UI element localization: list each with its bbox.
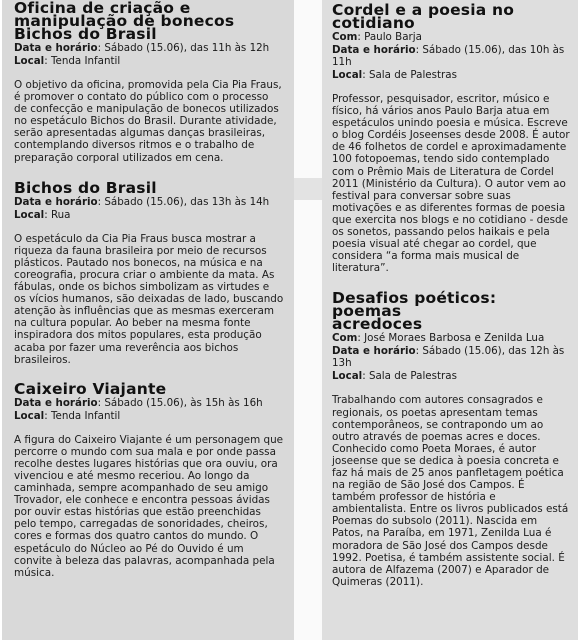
title-line-2: acredoces — [332, 315, 423, 334]
location-line — [14, 55, 284, 67]
location-value: : Sala de Palestras — [362, 69, 457, 81]
schedule-label: Data e horário — [14, 195, 98, 208]
title-line-1: Oficina de criação e — [14, 0, 191, 17]
title-line-2: cotidiano — [332, 14, 415, 32]
schedule-line — [14, 196, 284, 208]
location-line — [14, 209, 284, 221]
schedule-label: Data e horário — [14, 42, 98, 54]
schedule-line — [332, 44, 570, 68]
section-cordel — [332, 1, 570, 275]
title-line-1: Desafios poéticos: poemas — [332, 289, 497, 321]
schedule-value: : Sábado (15.06), das 13h às 14h — [97, 195, 270, 208]
section-title: Bichos do Brasil — [14, 178, 157, 197]
section-title — [332, 289, 570, 334]
right-clipping — [322, 0, 578, 640]
section-body: Trabalhando com autores consagrados e regionais, os poetas apresentam temas contemporâneos, se contrapondo um ao outro através de poemas acres e doces. Conhecido como Poeta Moraes, é autor joseense que se dedica à poesia concreta e faz há mais de 25 anos panfletagem poética na região de São José dos Campos. É também professor de história e ambientalista. Entre os livros publicados está Poemas do subsolo (2011). Nascida em Patos, na Paraíba, em 1971, Zenilda Lua é moradora de São José dos Campos desde 1992. Poetisa, é também assistente social. É autora de Alfazema (2007) e Aparador de Quimeras (2011). — [332, 394, 569, 588]
guest-label: Com — [332, 31, 358, 43]
location-label: Local — [332, 370, 363, 383]
guest-line — [332, 332, 570, 344]
title-line-1: Cordel e a poesia no — [332, 1, 515, 19]
schedule-label: Data e horário — [332, 44, 416, 56]
section-bichos — [14, 178, 284, 366]
title-line-2: manipulação de bonecos — [14, 12, 235, 30]
schedule-value: : Sábado (15.06), das 11h às 12h — [97, 42, 270, 54]
section-body: A figura do Caixeiro Viajante é um personagem que percorre o mundo com sua mala e por onde passa recolhe destes lugares histórias que ora ouviu, ora vivenciou e até mesmo receriou. Ao longo da caminhada, sempre acompanhado de seu amigo Trovador, ele conhece e encontra pessoas ávidas por ouvir estas histórias que estão preenchidas pelo tempo, carregadas de sonoridades, cheiros, cores e formas dos quatro cantos do mundo. O espetáculo do Núcleo ao Pé do Ouvido é um convite à beleza das palavras, acompanhada pela música. — [14, 433, 284, 579]
schedule-line — [14, 397, 284, 409]
schedule-line — [14, 42, 284, 54]
section-desafios — [332, 289, 570, 588]
guest-value: : Paulo Barja — [357, 31, 422, 43]
section-body: Professor, pesquisador, escritor, músico e físico, há vários anos Paulo Barja atua em espetáculos unindo poesia e música. Escreve o blog Cordéis Joseenses desde 2008. É autor de 46 folhetos de cordel e aproximadamente 100 fotopoemas, tendo sido contemplado com o Prêmio Mais de Literatura de Cordel 2011 (Ministério da Cultura). O autor vem ao festival para conversar sobre suas motivações e as diferentes formas de poesia que exercita nos blogs e no cotidiano - desde os sonetos, passando pelos haikais e pela poesia visual até chegar ao cordel, que considera “a forma mais musical de literatura”. — [332, 93, 570, 275]
schedule-value: : Sábado (15.06), das 10h às 11h — [332, 44, 565, 68]
location-label: Local — [332, 69, 363, 81]
schedule-value: : Sábado (15.06), às 15h às 16h — [97, 396, 263, 409]
ghost-print — [294, 178, 322, 200]
schedule-label: Data e horário — [14, 396, 98, 409]
location-value: : Tenda Infantil — [44, 55, 121, 67]
schedule-label: Data e horário — [332, 345, 416, 358]
location-value: : Rua — [44, 208, 71, 221]
left-clipping — [2, 0, 294, 640]
clipping-gutter — [294, 0, 322, 640]
section-body: O espetáculo da Cia Pia Fraus busca mostrar a riqueza da fauna brasileira por meio de recursos plásticos. Pautado nos bonecos, na música e na coreografia, procura criar o ambiente da mata. As fábulas, onde os bichos simbolizam as virtudes e os vícios humanos, são deixadas de lado, buscando atenção às influências que as mesmas exerceram na cultura popular. Ao beber na mesma fonte inspiradora dos mitos populares, esta produção acaba por fazer uma reverência aos bichos brasileiros. — [14, 232, 284, 366]
location-value: : Sala de Palestras — [362, 370, 457, 383]
section-oficina — [14, 2, 284, 164]
location-line — [332, 69, 570, 81]
title-line-3: Bichos do Brasil — [14, 25, 157, 43]
location-line — [14, 410, 284, 422]
guest-line — [332, 31, 570, 43]
guest-label: Com — [332, 332, 358, 345]
location-label: Local — [14, 208, 45, 221]
section-body: O objetivo da oficina, promovida pela Cia Pia Fraus, é promover o contato do público com o processo de confecção e manipulação de bonecos utilizados no espetáculo Bichos do Brasil. Durante atividade, serão apresentadas algumas danças brasileiras, contemplando diversos ritmos e o trabalho de preparação corporal utilizados em cena. — [14, 79, 282, 164]
section-title — [332, 1, 570, 32]
section-title: Caixeiro Viajante — [14, 379, 167, 398]
schedule-value: : Sábado (15.06), das 12h às 13h — [332, 345, 565, 370]
schedule-line — [332, 345, 570, 369]
section-caixeiro — [14, 379, 284, 579]
section-title — [14, 2, 284, 41]
location-value: : Tenda Infantil — [44, 409, 121, 422]
location-label: Local — [14, 55, 45, 67]
location-label: Local — [14, 409, 45, 422]
guest-value: : José Moraes Barbosa e Zenilda Lua — [357, 332, 545, 345]
location-line — [332, 370, 570, 382]
